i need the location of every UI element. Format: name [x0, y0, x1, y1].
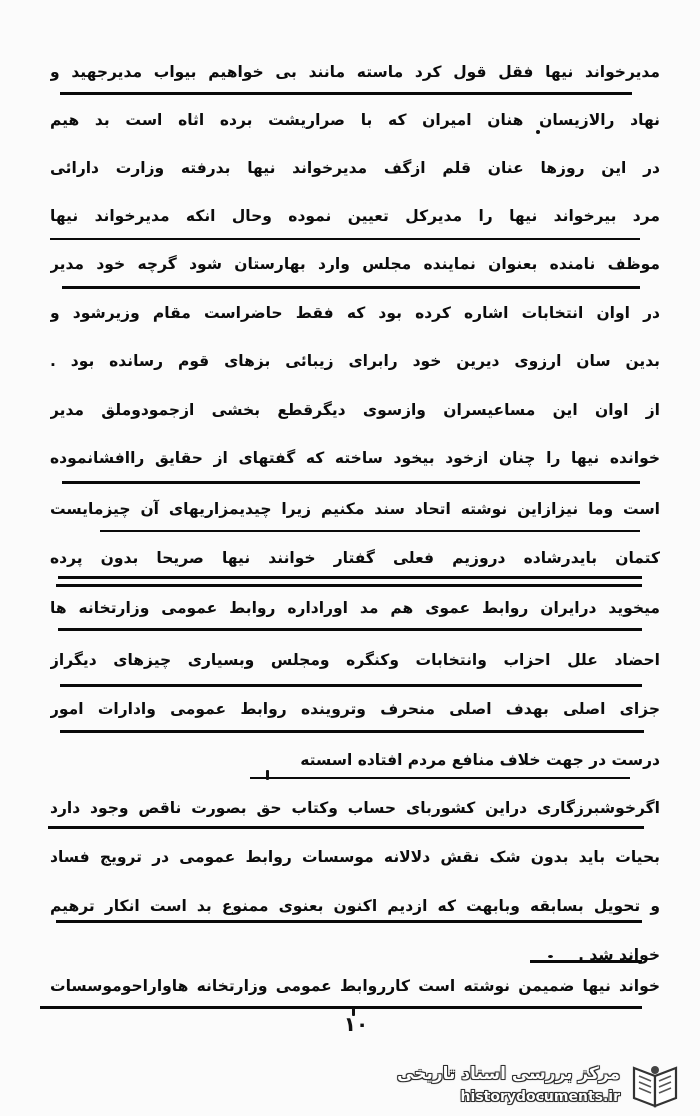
text-line-11: کتمان بایدرشاده دروزیم فعلی گفتار خوانند نیها صریحا بدون پرده — [50, 549, 660, 567]
text-line-19: خواند شد . — [578, 946, 660, 964]
text-line-12: میخوید درایران روابط عموی هم مد اوراداره روابط عمومی وزارتخانه ها — [50, 599, 660, 617]
text-line-13: احضاد علل احزاب وانتخابات وکنگره ومجلس وبسیاری چیزهای دیگراز — [50, 651, 660, 669]
text-line-20: خواند نیها ضمیمن نوشته است کارروابط عمومی وزارتخانه هاواراحوموسسات — [50, 977, 660, 995]
watermark — [397, 1062, 688, 1112]
underline-rule — [56, 584, 642, 587]
underline-rule — [60, 730, 644, 733]
text-line-18: و تحویل بسابقه وبابهت که ازدیم اکنون بعنوی ممنوع بد است انکار ترهیم — [50, 897, 660, 915]
text-line-4: مرد بیرخواند نیها را مدیرکل تعیین نموده وحال انکه مدیرخواند نیها — [50, 207, 660, 225]
underline-rule — [60, 684, 642, 687]
page-number: ۱۰ — [343, 1012, 369, 1036]
text-line-16: اگرخوشبرزگاری دراین کشوربای حساب وکتاب حق بصورت ناقص وجود دارد — [50, 799, 660, 817]
text-line-15: درست در جهت خلاف منافع مردم افتاده اسسته — [300, 751, 660, 769]
text-line-10: است وما نیزازاین نوشته اتحاد سند مکنیم زیرا چیدیمزاریهای آن چیزمایست — [50, 500, 660, 518]
watermark-url: historydocuments.ir — [460, 1089, 620, 1105]
underline-rule — [62, 481, 640, 484]
text-line-7: بدین سان ارزوی دیرین خود رابرای زیبائی بزهای قوم رسانده بود . — [50, 352, 660, 370]
text-line-8: از اوان این مساعیسران وازسوی دیگرقطع بخشی ازجمودوملق مدیر — [50, 401, 660, 419]
underline-rule — [530, 960, 642, 963]
underline-rule — [58, 576, 642, 579]
underline-rule — [250, 777, 630, 779]
underline-rule — [100, 530, 640, 532]
underline-rule — [58, 628, 642, 631]
scan-speck — [548, 955, 553, 958]
text-line-14: جزای اصلی بهدف اصلی منحرف وتروینده روابط عمومی وادارات امور — [50, 700, 660, 718]
open-book-logo-icon — [628, 1062, 682, 1110]
text-line-6: در اوان انتخابات اشاره کرده بود که فقط حاضراست مقام وزیرشود و — [50, 304, 660, 322]
watermark-title: مرکز بررسی اسناد تاریخی — [397, 1064, 620, 1084]
text-line-9: خوانده نیها را چنان ازخود بیخود ساخته که گفتهای از حقایق راافشانموده — [50, 449, 660, 467]
underline-rule — [50, 238, 640, 240]
underline-rule — [40, 1006, 642, 1009]
underline-rule — [56, 920, 642, 923]
text-line-5: موظف نامنده بعنوان نماینده مجلس وارد بهارستان شود گرچه خود مدیر — [50, 255, 660, 273]
underline-rule — [48, 826, 644, 829]
underline-rule — [62, 286, 640, 289]
text-line-3: در این روزها عنان قلم ازگف مدیرخواند نیها بدرفته وزارت دارائی — [50, 159, 660, 177]
scan-speck — [536, 130, 540, 134]
text-line-1: مدیرخواند نیها فقل قول کرد ماسته مانند بی خواهیم بیواب مدیرجهید و — [50, 63, 660, 81]
text-line-17: بحیات باید بدون شک نقش دلالانه موسسات روابط عمومی در ترویج فساد — [50, 848, 660, 866]
scan-speck — [266, 770, 269, 780]
underline-rule — [60, 92, 632, 95]
text-line-2: نهاد رالازیسان هنان امیران که با صراریشت برده اثاه است بد هیم — [50, 111, 660, 129]
